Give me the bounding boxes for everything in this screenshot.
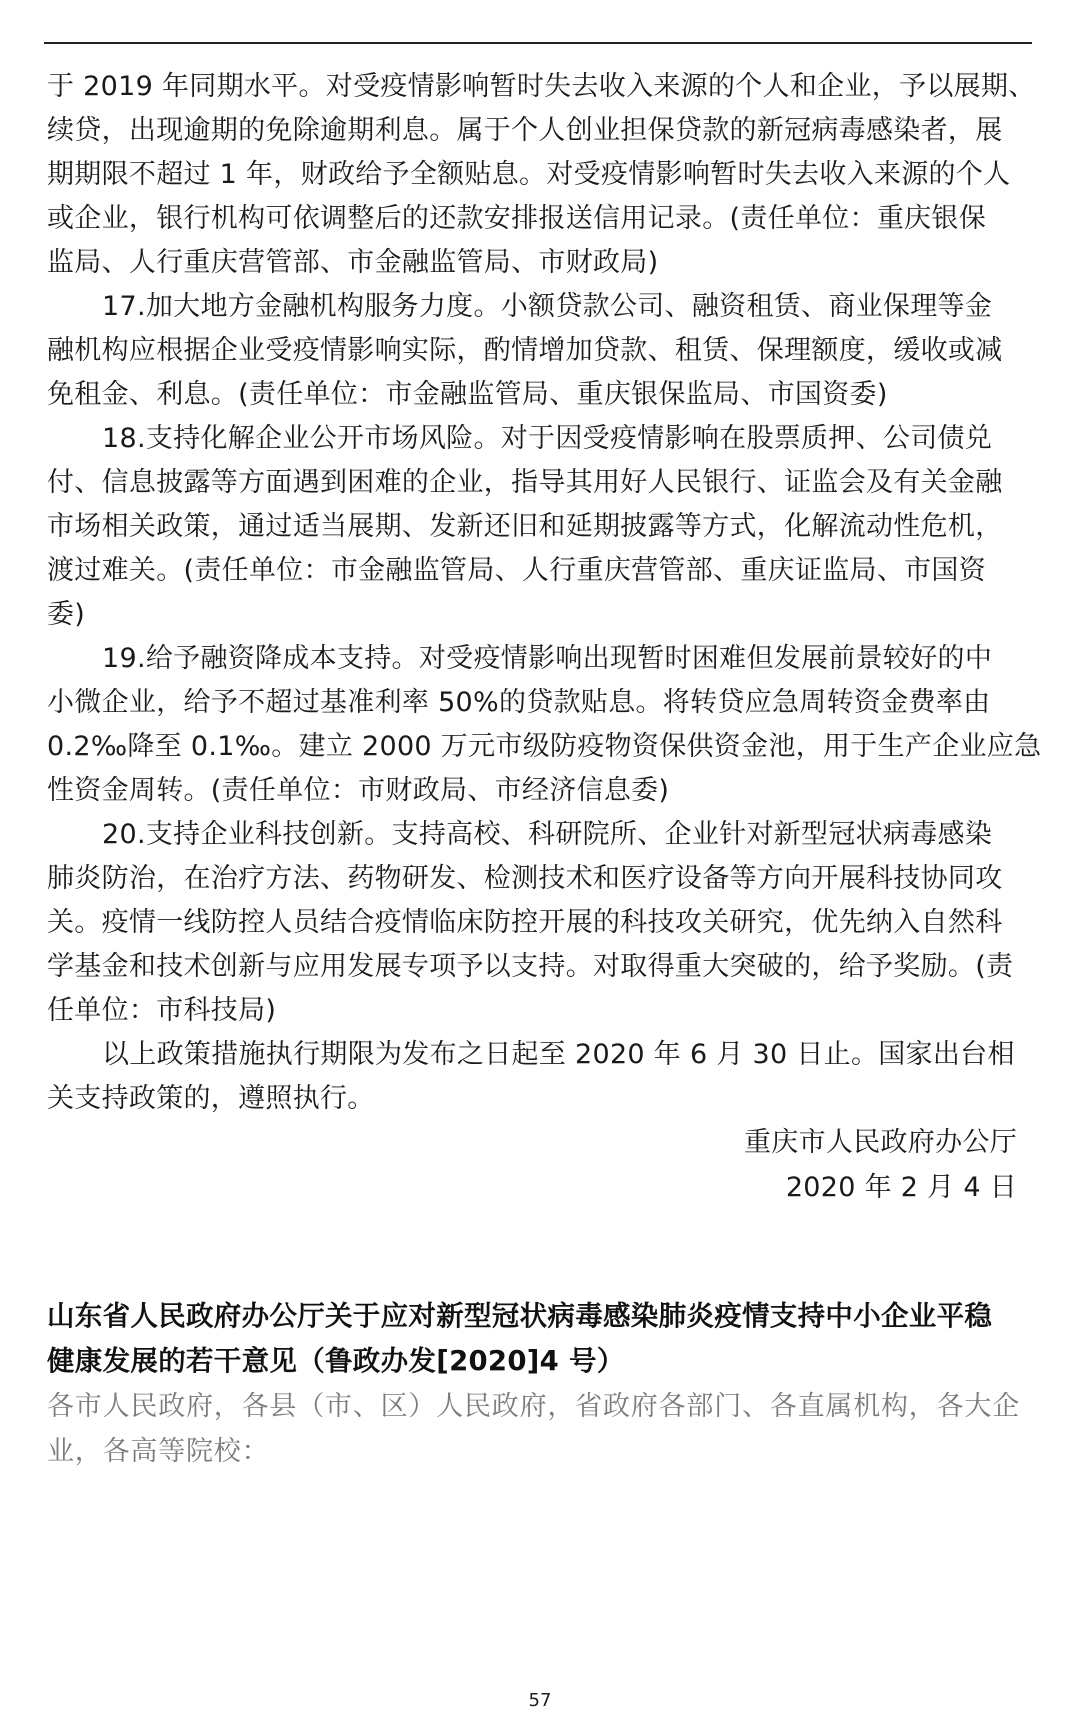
body-line: 肺炎防治，在治疗方法、药物研发、检测技术和医疗设备等方向开展科技协同攻 <box>47 863 1003 894</box>
body-line: 免租金、利息。(责任单位：市金融监管局、重庆银保监局、市国资委) <box>47 379 888 410</box>
body-line: 渡过难关。(责任单位：市金融监管局、人行重庆营管部、重庆证监局、市国资 <box>47 555 987 586</box>
body-line: 19.给予融资降成本支持。对受疫情影响出现暂时困难但发展前景较好的中 <box>102 643 993 674</box>
body-line: 期期限不超过 1 年，财政给予全额贴息。对受疫情影响暂时失去收入来源的个人 <box>47 159 1011 190</box>
body-line: 性资金周转。(责任单位：市财政局、市经济信息委) <box>47 775 670 806</box>
body-line: 或企业，银行机构可依调整后的还款安排报送信用记录。(责任单位：重庆银保 <box>47 203 987 234</box>
body-line: 0.2‰降至 0.1‰。建立 2000 万元市级防疫物资保供资金池，用于生产企业应急 <box>47 731 1042 762</box>
body-line: 关。疫情一线防控人员结合疫情临床防控开展的科技攻关研究，优先纳入自然科 <box>47 907 1003 938</box>
body-line: 市场相关政策，通过适当展期、发新还旧和延期披露等方式，化解流动性危机， <box>47 511 1003 542</box>
page-number: 57 <box>528 1690 552 1711</box>
signature-date: 2020 年 2 月 4 日 <box>785 1172 1017 1203</box>
body-line: 付、信息披露等方面遇到困难的企业，指导其用好人民银行、证监会及有关金融 <box>47 467 1003 498</box>
body-line: 18.支持化解企业公开市场风险。对于因受疫情影响在股票质押、公司债兑 <box>102 423 993 454</box>
body-line: 20.支持企业科技创新。支持高校、科研院所、企业针对新型冠状病毒感染 <box>102 819 993 850</box>
addressee-line: 业，各高等院校： <box>47 1436 270 1467</box>
addressee-line: 各市人民政府，各县（市、区）人民政府，省政府各部门、各直属机构，各大企 <box>47 1391 1020 1422</box>
body-line: 小微企业，给予不超过基准利率 50%的贷款贴息。将转贷应急周转资金费率由 <box>47 687 991 718</box>
body-line: 续贷，出现逾期的免除逾期利息。属于个人创业担保贷款的新冠病毒感染者，展 <box>47 115 1003 146</box>
body-line: 关支持政策的，遵照执行。 <box>47 1083 375 1114</box>
doc-title-line: 山东省人民政府办公厅关于应对新型冠状病毒感染肺炎疫情支持中小企业平稳 <box>47 1300 993 1332</box>
body-line: 于 2019 年同期水平。对受疫情影响暂时失去收入来源的个人和企业，予以展期、 <box>47 71 1036 102</box>
doc-title-line: 健康发展的若干意见（鲁政办发[2020]4 号） <box>47 1345 625 1377</box>
body-line: 融机构应根据企业受疫情影响实际，酌情增加贷款、租赁、保理额度，缓收或减 <box>47 335 1003 366</box>
body-line: 17.加大地方金融机构服务力度。小额贷款公司、融资租赁、商业保理等金 <box>102 291 993 322</box>
body-line: 学基金和技术创新与应用发展专项予以支持。对取得重大突破的，给予奖励。(责 <box>47 951 1014 982</box>
body-line: 以上政策措施执行期限为发布之日起至 2020 年 6 月 30 日止。国家出台相 <box>102 1039 1015 1070</box>
signature-issuer: 重庆市人民政府办公厅 <box>744 1127 1017 1158</box>
body-line: 任单位：市科技局) <box>47 995 277 1026</box>
body-line: 监局、人行重庆营管部、市金融监管局、市财政局) <box>47 247 659 278</box>
body-line: 委) <box>47 599 86 630</box>
header-rule <box>44 42 1032 44</box>
